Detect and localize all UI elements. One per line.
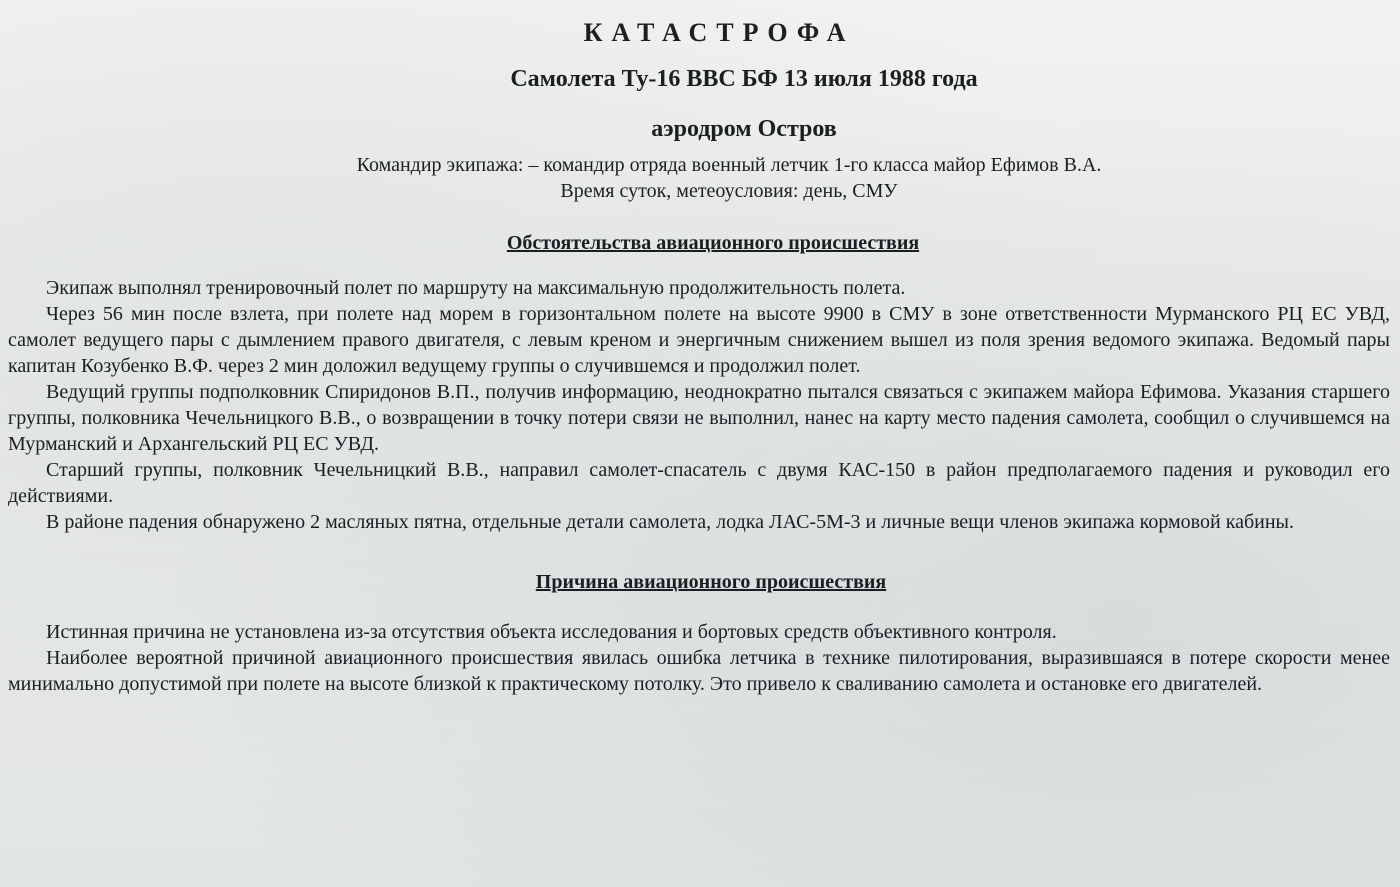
cause-paragraph: Истинная причина не установлена из-за отсутствия объекта исследования и бортовых средств объективного контроля. (46, 621, 1057, 643)
circumstances-paragraph: Через 56 мин после взлета, при полете над морем в горизонтальном полете на высоте 9900 в СМУ в зоне ответственности Мурманского РЦ ЕС УВД, самолет ведущего пары с дымлением правого двигателя, с левым креном и энергичным снижением вышел из поля зрения ведомого экипажа. Ведомый пары капитан Козубенко В.Ф. через 2 мин доложил ведущему группы о случившемся и продолжил полет. (8, 303, 1390, 377)
circumstances-section (8, 275, 1390, 535)
circumstances-paragraph: Старший группы, полковник Чечельницкий В.В., направил самолет-спасатель с двумя КАС-150 в район предполагаемого падения и руководил его действиями. (8, 459, 1390, 507)
circumstances-paragraph: Экипаж выполнял тренировочный полет по маршруту на максимальную продолжительность полета. (46, 277, 906, 299)
airfield-name: аэродром Остров (651, 116, 837, 142)
cause-paragraph: Наиболее вероятной причиной авиационного происшествия явилась ошибка летчика в технике пилотирования, выразившаяся в потере скорости менее минимально допустимой при полете на высоте близкой к практическому потолку. Это привело к сваливанию самолета и остановке его двигателей. (8, 647, 1390, 695)
circumstances-heading: Обстоятельства авиационного происшествия (506, 232, 920, 254)
time-and-weather: Время суток, метеоусловия: день, СМУ (560, 180, 898, 202)
cause-heading: Причина авиационного происшествия (535, 571, 887, 593)
circumstances-paragraph: В районе падения обнаружено 2 масляных пятна, отдельные детали самолета, лодка ЛАС-5М-3 и личные вещи членов экипажа кормовой кабины. (46, 511, 1294, 533)
cause-section (8, 619, 1390, 697)
document-subtitle: Самолета Ту-16 ВВС БФ 13 июля 1988 года (510, 66, 978, 92)
circumstances-paragraph: Ведущий группы подполковник Спиридонов В.П., получив информацию, неоднократно пытался связаться с экипажем майора Ефимова. Указания старшего группы, полковника Чечельницкого В.В., о возвращении в точку потери связи не выполнил, нанес на карту место падения самолета, сообщил о случившемся на Мурманский и Архангельский РЦ ЕС УВД. (8, 381, 1390, 455)
crew-commander: Командир экипажа: – командир отряда военный летчик 1-го класса майор Ефимов В.А. (356, 154, 1102, 176)
document-title: КАТАСТРОФА (583, 18, 855, 47)
